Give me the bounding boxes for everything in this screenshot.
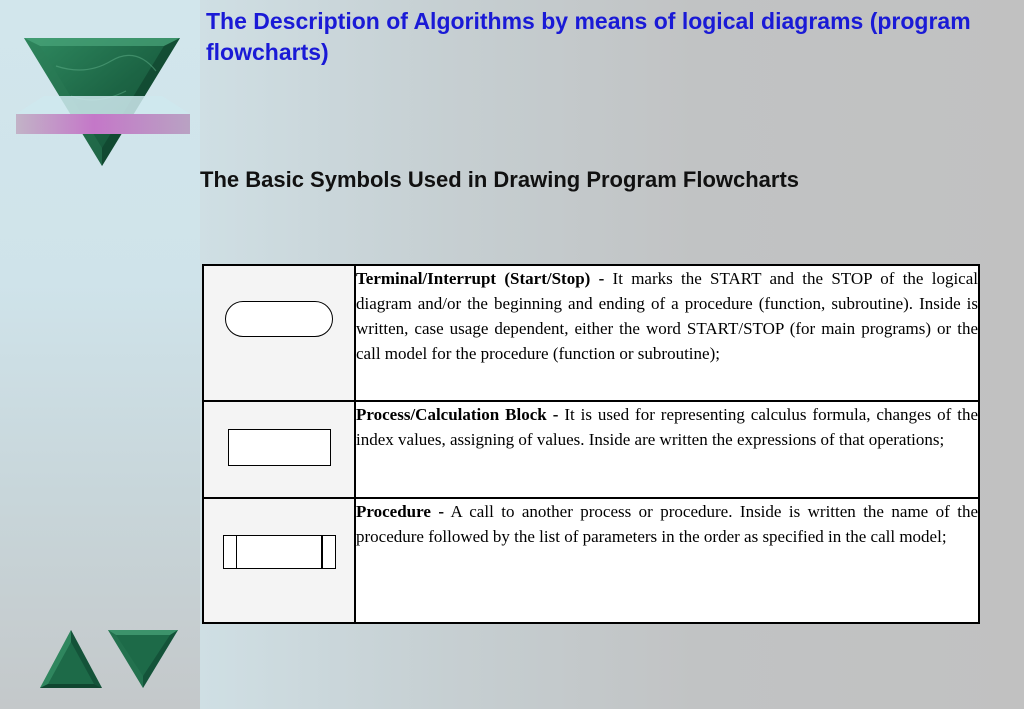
table-row [203,265,979,401]
table-row [203,401,979,498]
procedure-left-bar [236,536,238,568]
symbol-description: It marks the START and the STOP of the logical diagram and/or the beginning and ending of a procedure (function, subroutine). Inside is written, case usage dependent, either the word START/STOP (for main programs) or the call model for the procedure (function or subroutine); [356,269,978,363]
symbol-description: A call to another process or procedure. Inside is written the name of the procedure followed by the list of parameters in the order as specified in the call model; [356,502,979,546]
flowchart-symbols-table [202,264,980,624]
symbol-cell [203,401,355,498]
description-cell [355,498,979,623]
table-row [203,498,979,623]
symbol-name: Procedure - [356,502,444,521]
description-cell [355,265,979,401]
symbol-cell [203,265,355,401]
process-symbol [228,429,331,466]
procedure-symbol [223,535,336,569]
symbol-name: Terminal/Interrupt (Start/Stop) - [356,269,605,288]
description-cell [355,401,979,498]
slide-subtitle: The Basic Symbols Used in Drawing Program Flowcharts [200,167,800,192]
terminal-symbol [225,301,333,337]
symbol-cell [203,498,355,623]
green-marble-triangle-icon [16,36,190,168]
triangle-up-icon[interactable] [38,628,104,690]
slide-title: The Description of Algorithms by means of logical diagrams (program flowcharts) [206,8,971,65]
symbol-name: Process/Calculation Block - [356,405,559,424]
procedure-right-bar [321,536,323,568]
triangle-down-icon[interactable] [106,628,180,690]
symbol-description: It is used for representing calculus formula, changes of the index values, assigning of values. Inside are written the expressions of that operations; [356,405,979,449]
